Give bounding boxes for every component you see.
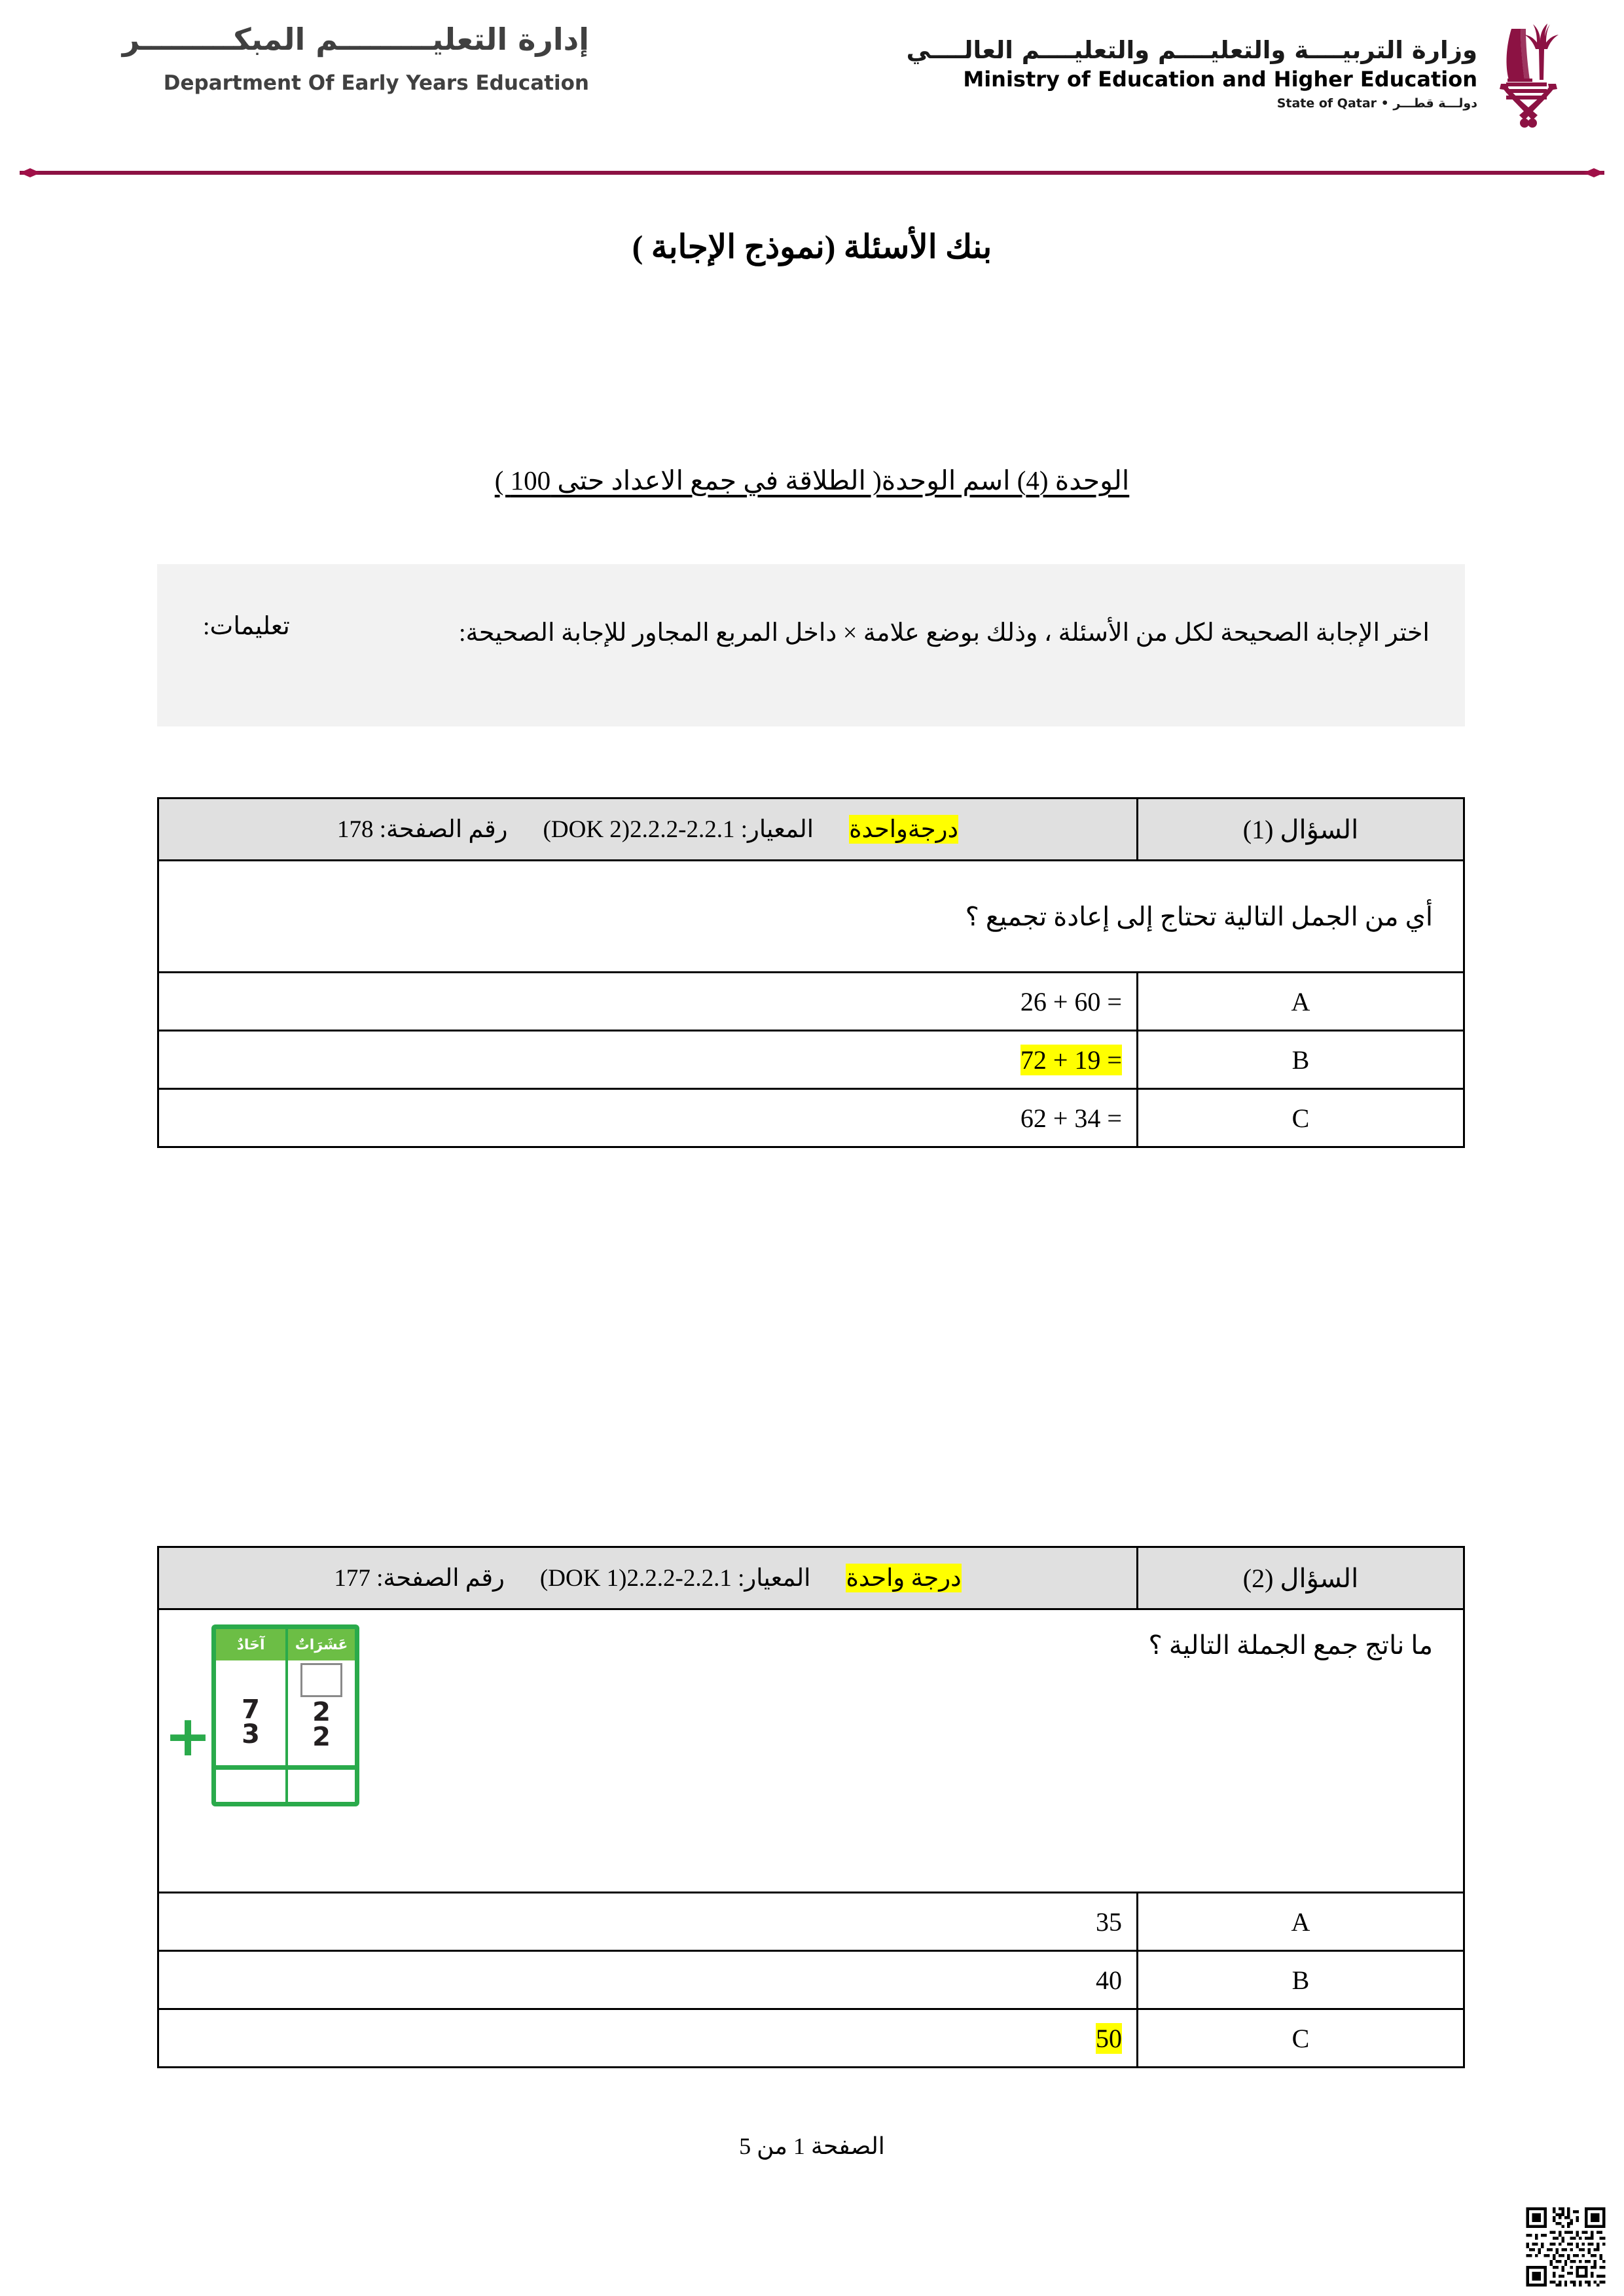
instructions-box <box>157 564 1465 726</box>
place-value-header-tens: عَشَرَاتٌ <box>285 1629 355 1660</box>
ministry-logo <box>907 14 1570 132</box>
question-2-option-c[interactable] <box>158 2009 1464 2068</box>
department-logo-text <box>46 22 589 95</box>
question-1-meta-row <box>158 798 1464 861</box>
question-1-table <box>157 797 1465 1148</box>
place-value-grid <box>211 1624 359 1806</box>
question-1-option-b-text: 72 + 19 = <box>1020 1045 1122 1075</box>
question-2-option-a-text: 35 <box>1096 1907 1122 1937</box>
question-2-option-a[interactable] <box>158 1893 1464 1951</box>
instructions-label: تعليمات: <box>203 613 290 640</box>
ones-digit-addend-2: 3 <box>242 1719 260 1749</box>
question-1-page: رقم الصفحة: 178 <box>337 816 508 843</box>
place-value-chart <box>159 1624 359 1806</box>
plus-sign-icon: + <box>164 1704 212 1769</box>
question-1-number: السؤال (1) <box>1138 798 1464 861</box>
question-2-standard: المعيار: 2.2.1-2.2.2(DOK 1) <box>539 1565 811 1592</box>
question-1-meta-info <box>158 798 1138 861</box>
tens-digit-addend-1: 2 <box>312 1697 331 1727</box>
department-name-english: Department Of Early Years Education <box>163 71 589 95</box>
ones-digit-addend-1: 7 <box>242 1695 260 1725</box>
ministry-name-arabic: وزارة التربيــــة والتعليــــم والتعليــــم العالــــي <box>906 35 1477 64</box>
qr-code-icon[interactable] <box>1523 2204 1608 2289</box>
question-1-mark-badge: درجةواحدة <box>849 816 958 843</box>
question-2-option-a-cell[interactable] <box>158 1893 1138 1951</box>
question-2-option-b[interactable] <box>158 1951 1464 2009</box>
regroup-carry-box[interactable] <box>300 1663 342 1697</box>
question-2-option-c-cell[interactable] <box>158 2009 1138 2068</box>
question-2-option-c-text: 50 <box>1096 2023 1122 2053</box>
question-1-option-b-cell[interactable] <box>158 1031 1138 1089</box>
page-title: بنك الأسئلة (نموذج الإجابة ) <box>632 228 992 265</box>
header-divider-rule <box>0 166 1624 179</box>
question-1-option-c-letter: C <box>1138 1089 1464 1147</box>
question-2-mark-badge: درجة واحدة <box>846 1565 962 1592</box>
question-2-option-a-letter: A <box>1138 1893 1464 1951</box>
place-value-ones-column <box>216 1660 285 1765</box>
unit-heading <box>0 465 1624 496</box>
place-value-header-ones: آحَادٌ <box>216 1629 285 1660</box>
state-of-qatar-label: دولـــة قطـــر • State of Qatar <box>1276 96 1477 111</box>
question-2-number: السؤال (2) <box>1138 1547 1464 1609</box>
ministry-name-english: Ministry of Education and Higher Education <box>963 67 1477 92</box>
ministry-name-block <box>907 36 1477 111</box>
question-1-option-c-cell[interactable] <box>158 1089 1138 1147</box>
instructions-text: اختر الإجابة الصحيحة لكل من الأسئلة ، وذلك بوضع علامة × داخل المربع المجاور للإجابة الصحيحة: <box>458 619 1430 647</box>
unit-heading-text: الوحدة (4) اسم الوحدة( الطلاقة في جمع الاعداد حتى 100 ) <box>494 465 1130 495</box>
question-1-standard: المعيار: 2.2.1-2.2.2(DOK 2) <box>543 816 814 843</box>
page-footer <box>0 2132 1624 2160</box>
question-1-option-b[interactable] <box>158 1031 1464 1089</box>
page-number-text: الصفحة 1 من 5 <box>739 2133 885 2159</box>
question-2-option-b-text: 40 <box>1096 1965 1122 1995</box>
question-2-option-c-letter: C <box>1138 2009 1464 2068</box>
question-2-page: رقم الصفحة: 177 <box>334 1565 505 1592</box>
question-2-stem: ما ناتج جمع الجملة التالية ؟ <box>1148 1630 1433 1660</box>
qatar-ministry-emblem-icon <box>1492 14 1570 132</box>
question-2-option-b-letter: B <box>1138 1951 1464 2009</box>
page-header <box>0 0 1624 171</box>
question-2-option-b-cell[interactable] <box>158 1951 1138 2009</box>
question-1-option-b-letter: B <box>1138 1031 1464 1089</box>
question-1-stem-row <box>158 861 1464 973</box>
question-1-option-a-cell[interactable] <box>158 973 1138 1031</box>
question-2-meta-info <box>158 1547 1138 1609</box>
question-1-option-a-letter: A <box>1138 973 1464 1031</box>
department-name-arabic: إدارة التعليـــــــــم المبكـــــــــر <box>122 22 589 57</box>
question-2-meta-row <box>158 1547 1464 1609</box>
question-2-stem-cell <box>158 1609 1464 1893</box>
place-value-sum-tens[interactable] <box>285 1765 355 1802</box>
place-value-sum-ones[interactable] <box>216 1765 285 1802</box>
question-2-stem-row <box>158 1609 1464 1893</box>
tens-digit-addend-2: 2 <box>312 1722 331 1752</box>
question-1-option-c-text: 62 + 34 = <box>1020 1103 1122 1133</box>
question-1-option-a-text: 26 + 60 = <box>1020 986 1122 1016</box>
question-1-option-c[interactable] <box>158 1089 1464 1147</box>
question-1-stem: أي من الجمل التالية تحتاج إلى إعادة تجميع ؟ <box>158 861 1464 973</box>
question-2-table <box>157 1546 1465 2068</box>
place-value-tens-column <box>285 1660 355 1765</box>
question-1-option-a[interactable] <box>158 973 1464 1031</box>
